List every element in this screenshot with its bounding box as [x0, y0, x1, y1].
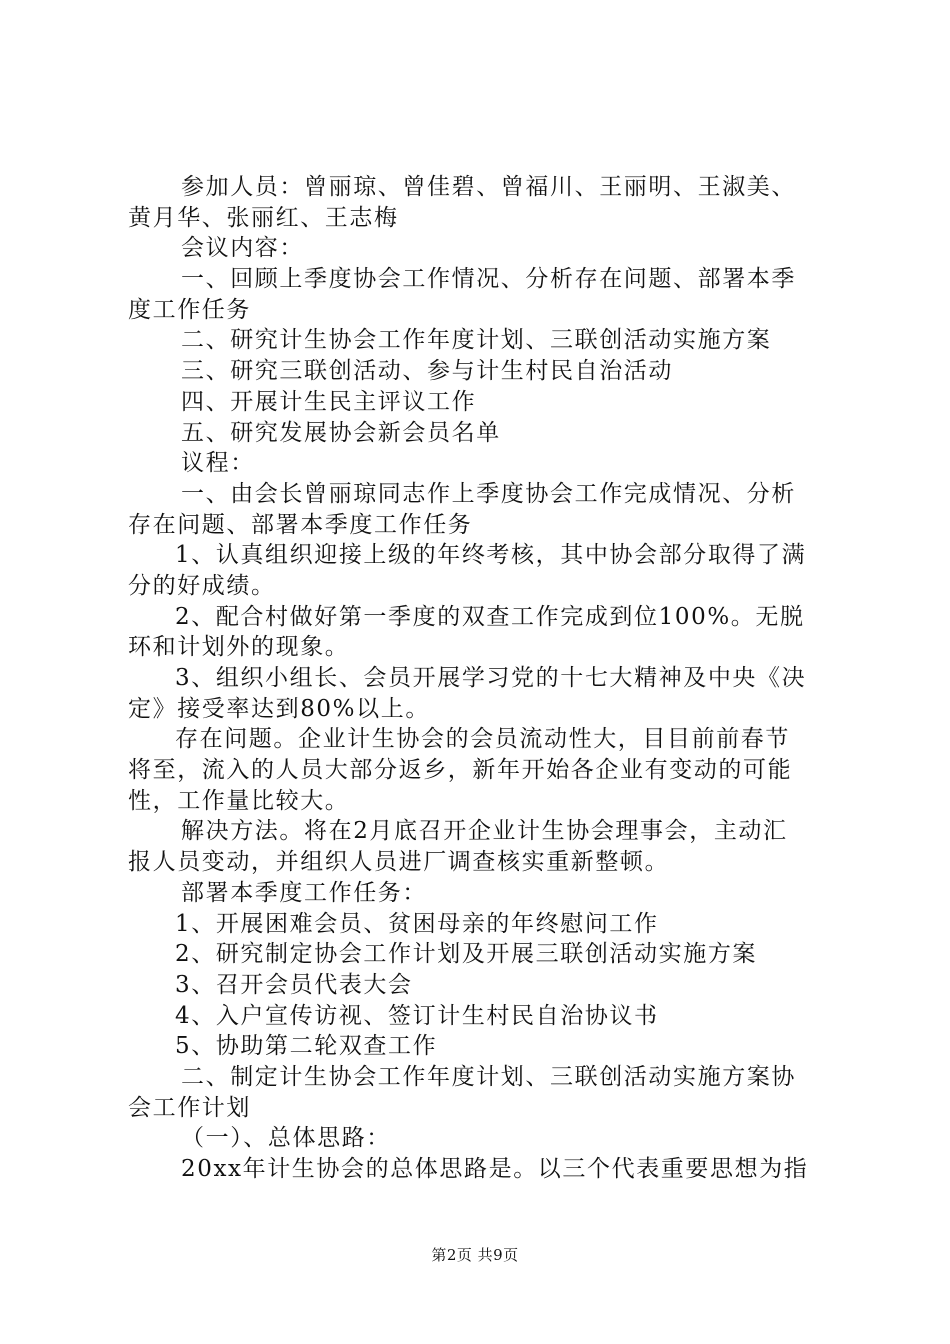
- text-line: 分的好成绩。: [128, 572, 276, 599]
- text-line: 存在问题。企业计生协会的会员流动性大，目目前前春节: [175, 726, 790, 753]
- text-line: 2、研究制定协会工作计划及开展三联创活动实施方案: [175, 941, 758, 968]
- document-body: [128, 172, 830, 1185]
- text-line: 一、由会长曾丽琼同志作上季度协会工作完成情况、分析: [181, 480, 796, 507]
- text-line: 20xx年计生协会的总体思路是。以三个代表重要思想为指: [181, 1156, 809, 1182]
- text-line: 环和计划外的现象。: [128, 634, 350, 661]
- text-line: 存在问题、部署本季度工作任务: [128, 511, 473, 538]
- text-line: 一、回顾上季度协会工作情况、分析存在问题、部署本季: [181, 266, 796, 293]
- text-line: 5、协助第二轮双查工作: [175, 1033, 438, 1060]
- text-line: 度工作任务: [128, 296, 251, 323]
- text-line: 二、研究计生协会工作年度计划、三联创活动实施方案: [181, 327, 772, 354]
- text-line: 部署本季度工作任务：: [181, 879, 427, 906]
- text-line: 议程：: [181, 450, 255, 477]
- text-line: 参加人员：曾丽琼、曾佳碧、曾福川、王丽明、王淑美、: [181, 174, 796, 200]
- text-line: （一）、总体思路：: [181, 1125, 391, 1152]
- text-line: 报人员变动，并组织人员进厂调查核实重新整顿。: [128, 849, 670, 876]
- text-line: 1、开展困难会员、贫困母亲的年终慰问工作: [175, 910, 659, 937]
- page-footer: 第2页 共9页: [431, 1246, 519, 1264]
- text-line: 3、组织小组长、会员开展学习党的十七大精神及中央《决: [175, 665, 807, 691]
- text-line: 2、配合村做好第一季度的双查工作完成到位100%。无脱: [175, 603, 805, 630]
- text-line: 1、认真组织迎接上级的年终考核，其中协会部分取得了满: [175, 542, 807, 569]
- text-line: 四、开展计生民主评议工作: [181, 388, 477, 415]
- text-line: 二、制定计生协会工作年度计划、三联创活动实施方案协: [181, 1063, 796, 1090]
- text-line: 定》接受率达到80%以上。: [128, 695, 430, 722]
- text-line: 将至，流入的人员大部分返乡，新年开始各企业有变动的可能: [128, 757, 793, 784]
- text-line: 黄月华、张丽红、王志梅: [128, 204, 399, 231]
- text-line: 五、研究发展协会新会员名单: [181, 419, 501, 446]
- text-line: 会工作计划: [128, 1094, 251, 1121]
- text-line: 解决方法。将在2月底召开企业计生协会理事会，主动汇: [181, 818, 788, 845]
- text-line: 性，工作量比较大。: [128, 787, 350, 814]
- text-line: 4、入户宣传访视、签订计生村民自治协议书: [175, 1002, 659, 1029]
- text-line: 会议内容：: [181, 235, 304, 262]
- text-line: 三、研究三联创活动、参与计生村民自治活动: [181, 358, 673, 385]
- text-line: 3、召开会员代表大会: [175, 971, 413, 998]
